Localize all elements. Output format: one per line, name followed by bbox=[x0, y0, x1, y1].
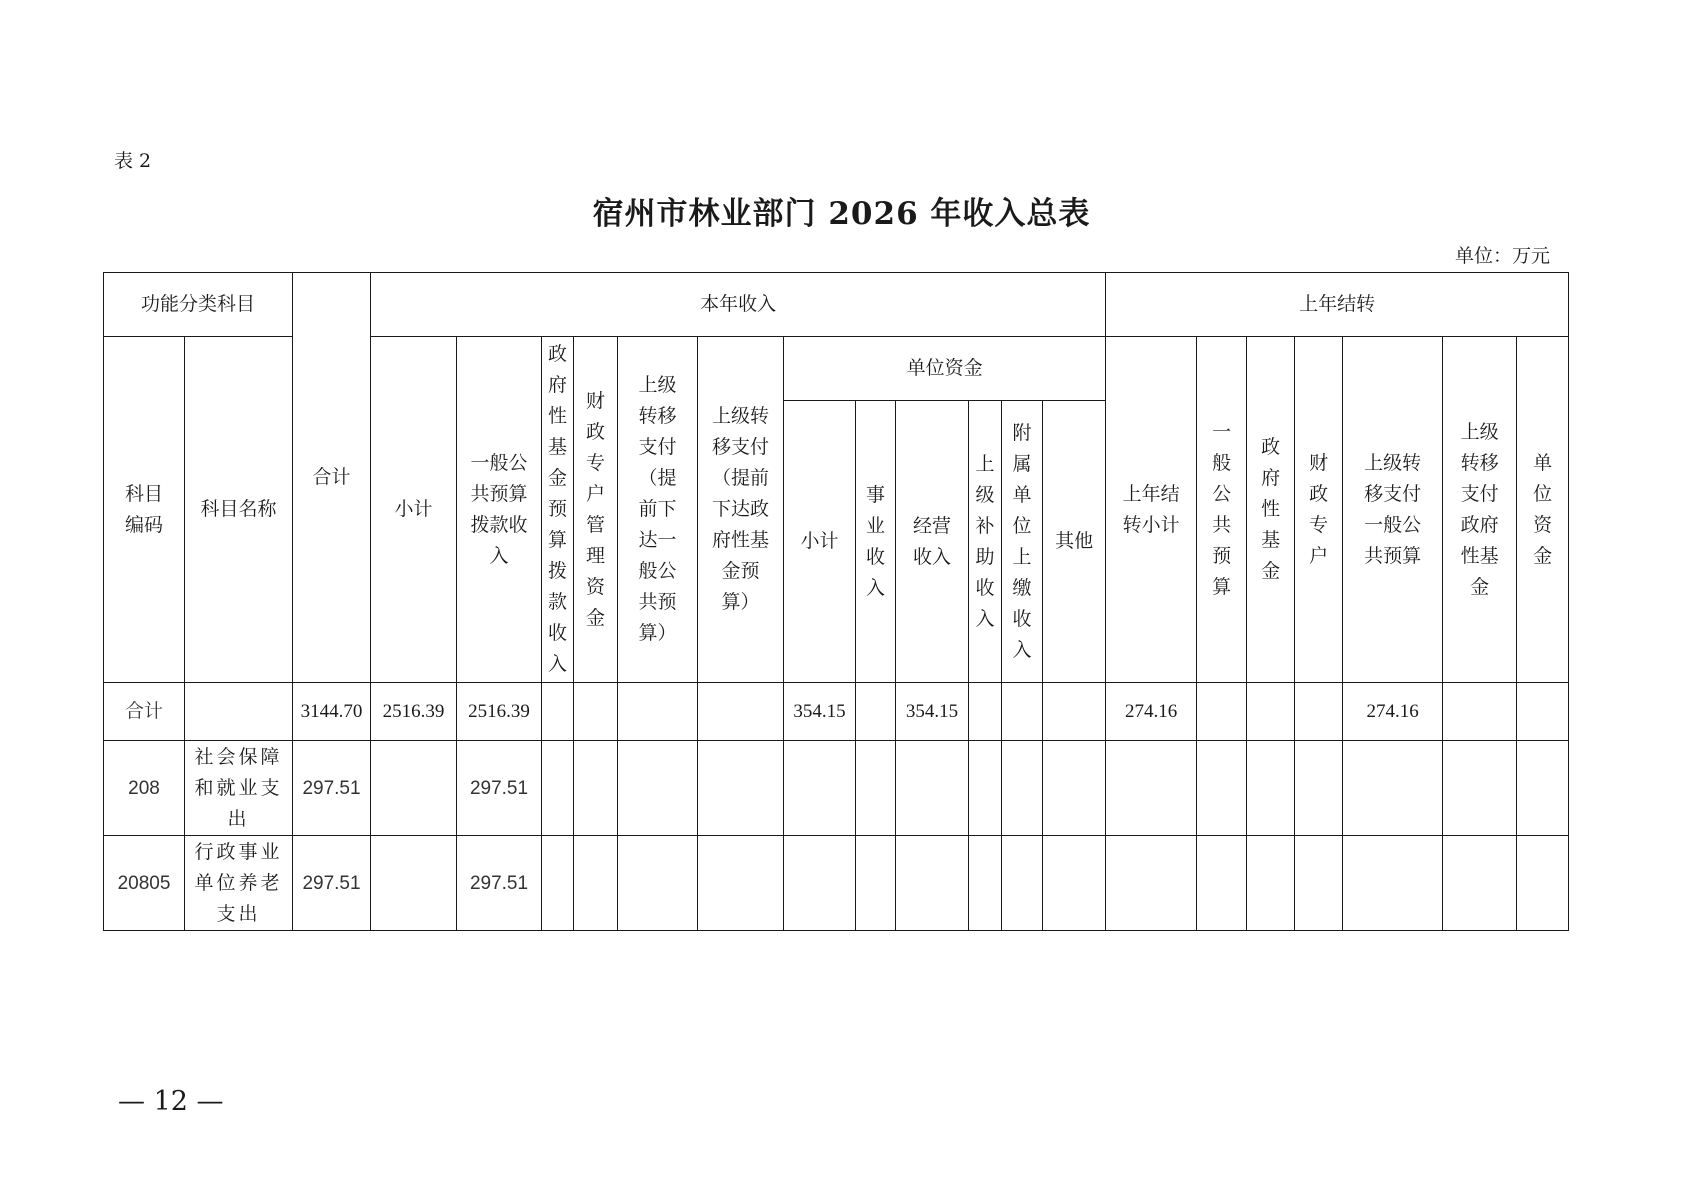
cell-prev-transfer-gov bbox=[1443, 741, 1517, 836]
header-code bbox=[104, 337, 185, 683]
header-prev-gov-fund-text: 政 府 性 基 金 bbox=[1261, 436, 1281, 582]
cell-prev-unit-funds bbox=[1517, 741, 1569, 836]
cell-business-income bbox=[856, 836, 896, 931]
cell-other bbox=[1043, 741, 1106, 836]
header-affiliated-income-text: 附 属 单 位 上 缴 收 入 bbox=[1012, 421, 1032, 661]
cell-affiliated-income bbox=[1002, 741, 1043, 836]
cell-transfer-gov bbox=[698, 741, 784, 836]
cell-name: 行政事业单位养老支出 bbox=[185, 836, 293, 931]
cell-code: 20805 bbox=[104, 836, 185, 931]
header-operating-income bbox=[896, 401, 969, 683]
cell-prev-general bbox=[1197, 836, 1247, 931]
cell-subtotal bbox=[371, 836, 457, 931]
cell-subtotal: 2516.39 bbox=[371, 683, 457, 741]
cell-transfer-gov bbox=[698, 683, 784, 741]
header-unit-subtotal: 小计 bbox=[784, 401, 856, 683]
header-general-budget bbox=[457, 337, 542, 683]
header-subsidy-income bbox=[969, 401, 1002, 683]
cell-subtotal bbox=[371, 741, 457, 836]
header-prev-special-text: 财 政 专 户 bbox=[1309, 451, 1329, 567]
header-prev-general bbox=[1197, 337, 1247, 683]
cell-subsidy-income bbox=[969, 683, 1002, 741]
header-transfer-gov bbox=[698, 337, 784, 683]
cell-special-fund bbox=[574, 836, 618, 931]
cell-prev-subtotal bbox=[1106, 836, 1197, 931]
header-gov-fund bbox=[542, 337, 574, 683]
cell-name bbox=[185, 683, 293, 741]
table-label: 表 2 bbox=[114, 150, 152, 172]
cell-code: 合计 bbox=[104, 683, 185, 741]
cell-gov-fund bbox=[542, 683, 574, 741]
cell-general-budget: 2516.39 bbox=[457, 683, 542, 741]
cell-unit-subtotal bbox=[784, 836, 856, 931]
cell-prev-subtotal bbox=[1106, 741, 1197, 836]
header-subtotal: 小计 bbox=[371, 337, 457, 683]
header-prev-transfer-gov bbox=[1443, 337, 1517, 683]
header-name: 科目名称 bbox=[185, 337, 293, 683]
header-prev-gov-fund bbox=[1247, 337, 1295, 683]
cell-prev-gov-fund bbox=[1247, 741, 1295, 836]
header-subsidy-income-text: 上 级 补 助 收 入 bbox=[975, 452, 995, 630]
header-transfer-gov-text: 上级转 移支付 （提前 下达政 府性基 金预 算） bbox=[712, 405, 770, 613]
cell-transfer-gov bbox=[698, 836, 784, 931]
header-special-fund bbox=[574, 337, 618, 683]
cell-subsidy-income bbox=[969, 836, 1002, 931]
cell-prev-transfer-gov bbox=[1443, 683, 1517, 741]
cell-unit-subtotal bbox=[784, 741, 856, 836]
cell-special-fund bbox=[574, 683, 618, 741]
cell-prev-transfer-general bbox=[1343, 836, 1443, 931]
cell-prev-gov-fund bbox=[1247, 683, 1295, 741]
header-prev-general-text: 一 般 公 共 预 算 bbox=[1212, 420, 1232, 598]
cell-operating-income: 354.15 bbox=[896, 683, 969, 741]
header-prev-transfer-general bbox=[1343, 337, 1443, 683]
cell-transfer-general bbox=[618, 683, 698, 741]
cell-business-income bbox=[856, 741, 896, 836]
cell-gov-fund bbox=[542, 741, 574, 836]
cell-prev-transfer-general: 274.16 bbox=[1343, 683, 1443, 741]
cell-total: 3144.70 bbox=[293, 683, 371, 741]
table-row bbox=[104, 741, 1569, 836]
header-code-text: 科目 编码 bbox=[124, 482, 163, 536]
header-prev-unit-funds-text: 单 位 资 金 bbox=[1533, 451, 1553, 567]
header-func-class: 功能分类科目 bbox=[104, 273, 293, 337]
cell-prev-special bbox=[1295, 741, 1343, 836]
header-transfer-general-text: 上级 转移 支付 （提 前下 达一 般公 共预 算） bbox=[638, 374, 677, 644]
page-number: — 12 — bbox=[118, 1086, 224, 1117]
table-row bbox=[104, 836, 1569, 931]
cell-subsidy-income bbox=[969, 741, 1002, 836]
header-affiliated-income bbox=[1002, 401, 1043, 683]
cell-prev-subtotal: 274.16 bbox=[1106, 683, 1197, 741]
header-business-income bbox=[856, 401, 896, 683]
header-general-budget-text: 一般公 共预算 拨款收 入 bbox=[470, 451, 528, 567]
header-total: 合计 bbox=[293, 273, 371, 683]
cell-other bbox=[1043, 683, 1106, 741]
header-prev-subtotal-text: 上年结 转小计 bbox=[1122, 482, 1180, 536]
cell-prev-general bbox=[1197, 683, 1247, 741]
header-business-income-text: 事 业 收 入 bbox=[866, 483, 886, 599]
cell-transfer-general bbox=[618, 741, 698, 836]
cell-business-income bbox=[856, 683, 896, 741]
cell-other bbox=[1043, 836, 1106, 931]
cell-total: 297.51 bbox=[293, 836, 371, 931]
cell-operating-income bbox=[896, 741, 969, 836]
cell-prev-transfer-gov bbox=[1443, 836, 1517, 931]
cell-prev-transfer-general bbox=[1343, 741, 1443, 836]
cell-prev-special bbox=[1295, 683, 1343, 741]
cell-general-budget: 297.51 bbox=[457, 836, 542, 931]
header-special-fund-text: 财 政 专 户 管 理 资 金 bbox=[586, 389, 606, 629]
income-table bbox=[103, 272, 1569, 931]
document-title: 宿州市林业部门 2026 年收入总表 bbox=[592, 196, 1091, 232]
cell-prev-unit-funds bbox=[1517, 683, 1569, 741]
cell-prev-unit-funds bbox=[1517, 836, 1569, 931]
cell-operating-income bbox=[896, 836, 969, 931]
cell-general-budget: 297.51 bbox=[457, 741, 542, 836]
cell-affiliated-income bbox=[1002, 683, 1043, 741]
header-prev-unit-funds bbox=[1517, 337, 1569, 683]
header-prev-transfer-general-text: 上级转 移支付 一般公 共预算 bbox=[1364, 451, 1422, 567]
header-current-year: 本年收入 bbox=[371, 273, 1106, 337]
cell-total: 297.51 bbox=[293, 741, 371, 836]
header-prev-subtotal bbox=[1106, 337, 1197, 683]
cell-prev-gov-fund bbox=[1247, 836, 1295, 931]
header-unit-funds: 单位资金 bbox=[784, 337, 1106, 401]
header-operating-income-text: 经营 收入 bbox=[913, 514, 952, 568]
cell-affiliated-income bbox=[1002, 836, 1043, 931]
cell-prev-special bbox=[1295, 836, 1343, 931]
header-transfer-general bbox=[618, 337, 698, 683]
table-row-total bbox=[104, 683, 1569, 741]
header-gov-fund-text: 政 府 性 基 金 预 算 拨 款 收 入 bbox=[548, 343, 568, 675]
cell-special-fund bbox=[574, 741, 618, 836]
cell-gov-fund bbox=[542, 836, 574, 931]
cell-unit-subtotal: 354.15 bbox=[784, 683, 856, 741]
cell-name: 社会保障和就业支出 bbox=[185, 741, 293, 836]
header-other: 其他 bbox=[1043, 401, 1106, 683]
cell-transfer-general bbox=[618, 836, 698, 931]
header-prev-special bbox=[1295, 337, 1343, 683]
header-prev-transfer-gov-text: 上级 转移 支付 政府 性基 金 bbox=[1460, 420, 1499, 598]
cell-code: 208 bbox=[104, 741, 185, 836]
unit-label: 单位：万元 bbox=[1455, 245, 1551, 267]
header-prev-year: 上年结转 bbox=[1106, 273, 1569, 337]
cell-prev-general bbox=[1197, 741, 1247, 836]
